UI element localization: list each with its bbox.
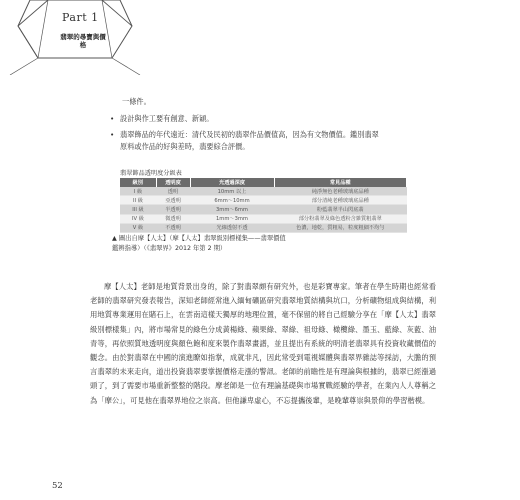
table-header-cell: 級別	[120, 178, 156, 187]
table-title: 翡翠飾品透明度分級表	[120, 170, 182, 177]
table-cell: III 級	[120, 205, 156, 214]
table-row	[120, 196, 407, 205]
part-subtitle: 翡翠的尋寶與價格	[60, 33, 106, 49]
table-cell: I 級	[120, 187, 156, 196]
table-cell: II 級	[120, 196, 156, 205]
table-cell: 3mm〜6mm	[190, 205, 274, 214]
caption-line-1: ▲ 圖出自摩【人太】（摩【人太】翡翠級別標樣集——翡翠價值	[112, 235, 286, 242]
table-caption	[112, 234, 412, 254]
table-cell: 1mm〜3mm	[190, 214, 274, 223]
table-cell: 6mm〜10mm	[190, 196, 274, 205]
table-header-cell: 光透過深度	[190, 178, 274, 187]
page-number: 52	[52, 481, 63, 491]
bullet-age-text-1: 翡翠飾品的年代遠近：清代及民初的翡翠作品價值高，因為有文物價值。鑑別翡翠	[120, 130, 379, 139]
bullet-age-text-2: 原料或作品的好與差時，翡要綜合評價。	[120, 142, 250, 151]
part-label: Part 1	[62, 11, 99, 24]
table-cell: 亞透明	[156, 196, 190, 205]
bullet-dot: •	[110, 130, 115, 139]
table-row	[120, 214, 407, 223]
table-header-cell: 透明度	[156, 178, 190, 187]
table-row	[120, 223, 407, 232]
table-cell: 色濃，地乾，質粗易，粒度粗細不均勻	[274, 223, 407, 232]
table-cell: 粉藍翡翠半山閃底翡	[274, 205, 407, 214]
transparency-grade-table	[120, 178, 407, 233]
table-cell: 純淨無色老種玻璃底品種	[274, 187, 407, 196]
bullet-age	[110, 129, 440, 153]
bullet-design-text: 設計與作工要有創意、新穎。	[120, 114, 214, 123]
body-paragraph: 摩【人太】老師是地質背景出身的，除了對翡翠頗有研究外，也是彩寶專家。筆者在學生時期也經常看老師的翡翠研究發表報告，深知老師經常進入緬甸礦區研究翡翠地質結構與坑口，分析礦物組成與結構，利用地質專業運用在賭石上，在雲南這樣天獨厚的地理位置，毫不保留的將自己經驗分享在「摩【人太】翡翠級別標樣集」內，將市場常見的綠色分成黃楊綠、蘋果綠、翠綠、祖母綠、橄欖綠、墨玉、藍綠、灰藍、油青等，再依照質地透明度與顏色飽和度來製作翡翠畫譜，並且提出有系統的明清老翡翠具有投資收藏價值的觀念。由於對翡翠在中國的演進瞭如指掌，成就非凡，因此常受到電視媒體與翡翠界雜誌等採訪，大膽的預言翡翠的未來走向，道出投資翡翠要掌握價格走漲的警訊。老師的前瞻性是有理論與根據的，翡翠已經漲過頭了，到了需要市場重新整整的階段。摩老師是一位有理論基礎與市場實戰經驗的學者，在業內人人尊稱之為「摩公」，可見他在翡翠界地位之崇高。但他謙卑虛心，不忘提攜後輩，是晚輩尊崇與景仰的學習楷模。	[90, 282, 436, 405]
table-row	[120, 187, 407, 196]
table-cell: 部分清純老種玻璃底品種	[274, 196, 407, 205]
table-cell: 透明	[156, 187, 190, 196]
table-cell: IV 級	[120, 214, 156, 223]
table-cell: 半透明	[156, 205, 190, 214]
table-cell: V 級	[120, 223, 156, 232]
bullet-dot: •	[110, 114, 115, 123]
table-row	[120, 205, 407, 214]
table-cell: 不透明	[156, 223, 190, 232]
table-cell: 微透明	[156, 214, 190, 223]
table-cell: 光線透射不透	[190, 223, 274, 232]
caption-line-2: 鑑辨指導）（《翡翠界》2012 年第 2 期）	[112, 245, 227, 252]
table-header-cell: 常見品種	[274, 178, 407, 187]
table-cell: 10mm 以上	[190, 187, 274, 196]
table-header-row	[120, 178, 407, 187]
bullet-design	[110, 113, 213, 125]
body-line-1: 一條件。	[122, 97, 151, 106]
table-cell: 部分粉翡翠及綠色透粉含雜質粗翡翠	[274, 214, 407, 223]
